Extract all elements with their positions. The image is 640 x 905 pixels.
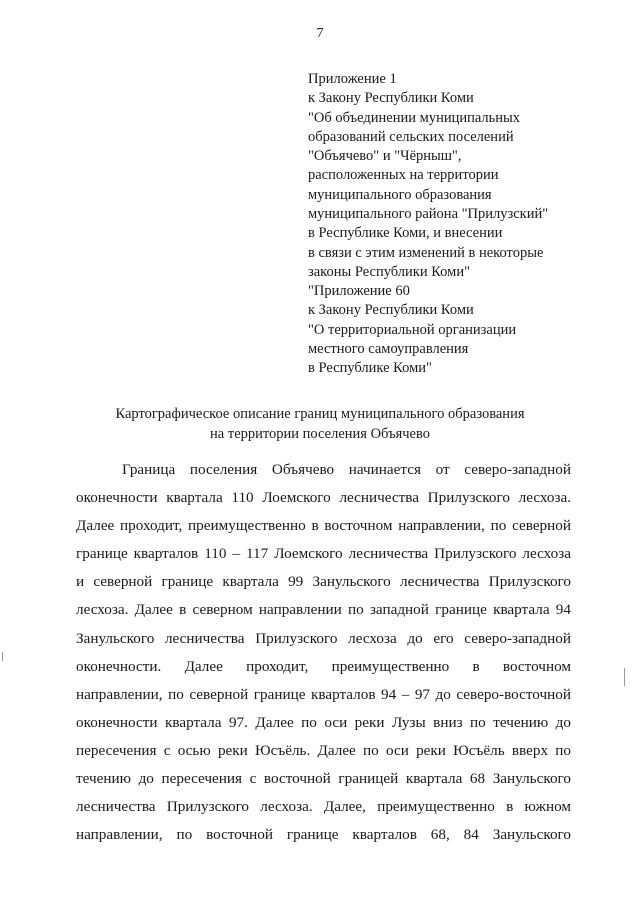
- paragraph-line: направлении, по северной границе кварталов 94 – 97 до северо-восточной: [76, 685, 571, 703]
- paragraph-line: лесхоза. Далее в северном направлении по западной границе квартала 94: [76, 601, 571, 619]
- paragraph-line: оконечности. Далее проходит, преимущественно в восточном: [76, 657, 571, 675]
- paragraph-line: направлении, по восточной границе кварталов 68, 84 Занульского: [76, 826, 571, 844]
- appendix-1-header: [308, 70, 608, 282]
- appendix-60-line: местного самоуправления: [308, 340, 469, 357]
- paragraph-line: пересечения с осью реки Юсъёль. Далее по оси реки Юсъёль вверх по: [76, 741, 571, 759]
- appendix-1-line: образований сельских поселений: [308, 128, 514, 145]
- section-title-line: Картографическое описание границ муниципального образования: [115, 406, 525, 422]
- page-number: 7: [316, 26, 324, 41]
- paragraph-line: лесничества Прилузского лесхоза. Далее, преимущественно в южном: [76, 798, 571, 816]
- appendix-60-line: в Республике Коми": [308, 360, 432, 377]
- appendix-1-line: к Закону Республики Коми: [308, 90, 474, 107]
- appendix-1-line: Приложение 1: [308, 71, 397, 87]
- appendix-1-line: в связи с этим изменений в некоторые: [308, 244, 544, 261]
- paragraph-line: Далее проходит, преимущественно в восточном направлении, по северной: [76, 517, 571, 535]
- paragraph-line: оконечности квартала 110 Лоемского лесничества Прилузского лесхоза.: [76, 489, 571, 507]
- paragraph-line: и северной границе квартала 99 Занульского лесничества Прилузского: [76, 573, 571, 591]
- paragraph-line: Занульского лесничества Прилузского лесхоза до его северо-западной: [76, 629, 571, 647]
- paragraph-line: границе кварталов 110 – 117 Лоемского лесничества Прилузского лесхоза: [76, 545, 571, 563]
- appendix-60-line: "О территориальной организации: [308, 321, 517, 338]
- paragraph-line: оконечности квартала 97. Далее по оси реки Лузы вниз по течению до: [76, 713, 571, 731]
- appendix-60-line: "Приложение 60: [308, 283, 410, 299]
- paragraph-line: Граница поселения Объячево начинается от северо-западной: [122, 461, 571, 478]
- appendix-1-line: муниципального района "Прилузский": [308, 206, 549, 223]
- appendix-1-line: "Объячево" и "Чёрныш",: [308, 148, 462, 165]
- scan-margin-mark: [2, 652, 3, 661]
- appendix-1-line: "Об объединении муниципальных: [308, 109, 521, 126]
- appendix-60-header: [308, 282, 608, 378]
- appendix-60-line: к Закону Республики Коми: [308, 302, 474, 319]
- appendix-1-line: муниципального образования: [308, 186, 492, 203]
- appendix-1-line: в Республике Коми, и внесении: [308, 225, 503, 242]
- scan-margin-mark: [624, 668, 625, 686]
- section-title: [0, 404, 640, 444]
- appendix-1-line: законы Республики Коми": [308, 263, 470, 280]
- boundary-description-paragraph: [76, 456, 571, 849]
- section-title-line: на территории поселения Объячево: [210, 426, 430, 442]
- paragraph-line: течению до пересечения с восточной границей квартала 68 Занульского: [76, 770, 571, 788]
- appendix-1-line: расположенных на территории: [308, 167, 499, 184]
